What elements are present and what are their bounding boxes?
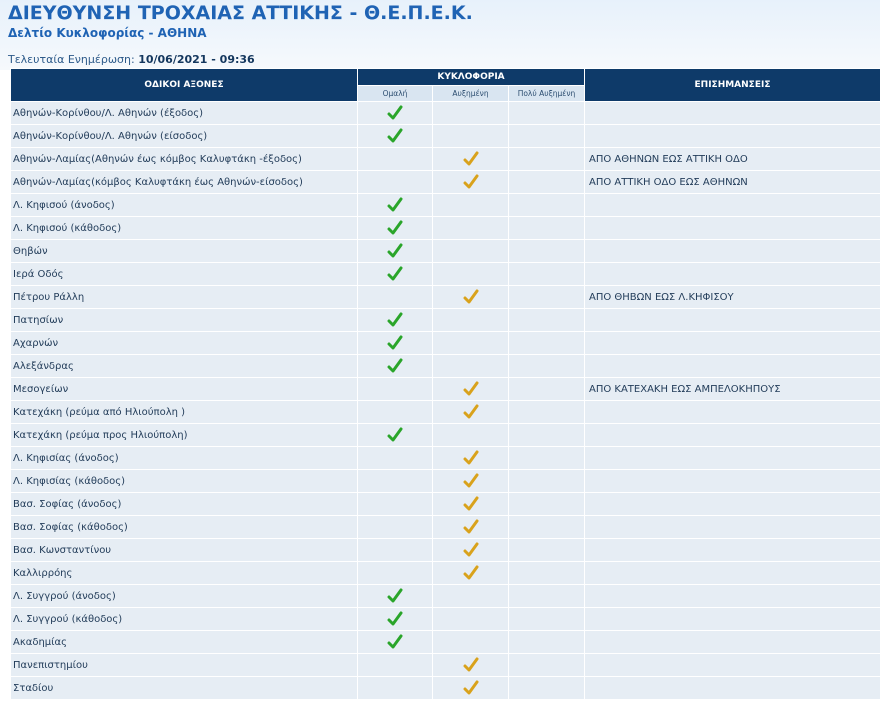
road-name: Βασ. Κωνσταντίνου — [11, 539, 358, 562]
traffic-level-cell — [509, 562, 585, 585]
traffic-level-cell — [433, 286, 509, 309]
check-icon — [463, 174, 479, 190]
check-icon — [387, 128, 403, 144]
remark — [585, 608, 880, 631]
check-icon — [463, 542, 479, 558]
traffic-level-cell — [433, 401, 509, 424]
remark — [585, 240, 880, 263]
road-name: Καλλιρρόης — [11, 562, 358, 585]
road-name: Ιερά Οδός — [11, 263, 358, 286]
traffic-level-cell — [509, 194, 585, 217]
check-icon — [387, 266, 403, 282]
table-row — [11, 631, 880, 654]
traffic-level-cell — [433, 355, 509, 378]
traffic-level-cell — [433, 539, 509, 562]
road-name: Ακαδημίας — [11, 631, 358, 654]
check-icon — [463, 496, 479, 512]
traffic-level-cell — [358, 309, 433, 332]
traffic-level-cell — [433, 240, 509, 263]
table-row — [11, 148, 880, 171]
traffic-level-cell — [509, 263, 585, 286]
traffic-level-cell — [358, 562, 433, 585]
traffic-level-cell — [433, 654, 509, 677]
remark — [585, 102, 880, 125]
traffic-level-cell — [433, 562, 509, 585]
traffic-level-cell — [433, 125, 509, 148]
traffic-level-cell — [358, 171, 433, 194]
traffic-level-cell — [358, 217, 433, 240]
remark: ΑΠΟ ΘΗΒΩΝ ΕΩΣ Λ.ΚΗΦΙΣΟΥ — [585, 286, 880, 309]
traffic-rows — [11, 102, 880, 700]
traffic-level-cell — [433, 493, 509, 516]
traffic-level-cell — [509, 516, 585, 539]
road-name: Αθηνών-Κορίνθου/Λ. Αθηνών (έξοδος) — [11, 102, 358, 125]
remark — [585, 332, 880, 355]
traffic-level-cell — [509, 631, 585, 654]
last-updated-value: 10/06/2021 - 09:36 — [138, 53, 255, 66]
road-name: Μεσογείων — [11, 378, 358, 401]
traffic-level-cell — [358, 516, 433, 539]
table-row — [11, 539, 880, 562]
road-name: Λ. Κηφισίας (άνοδος) — [11, 447, 358, 470]
table-row — [11, 585, 880, 608]
traffic-level-cell — [509, 171, 585, 194]
traffic-level-cell — [358, 424, 433, 447]
page-subtitle: Δελτίο Κυκλοφορίας - ΑΘΗΝΑ — [8, 26, 207, 40]
road-name: Πατησίων — [11, 309, 358, 332]
check-icon — [387, 611, 403, 627]
traffic-level-cell — [358, 631, 433, 654]
traffic-level-cell — [433, 263, 509, 286]
remark — [585, 677, 880, 700]
table-row — [11, 493, 880, 516]
traffic-level-cell — [433, 631, 509, 654]
remark — [585, 424, 880, 447]
table-row — [11, 355, 880, 378]
traffic-level-cell — [433, 148, 509, 171]
traffic-level-cell — [433, 217, 509, 240]
traffic-level-cell — [358, 539, 433, 562]
traffic-level-cell — [509, 102, 585, 125]
table-row — [11, 309, 880, 332]
traffic-level-cell — [433, 194, 509, 217]
traffic-level-cell — [509, 378, 585, 401]
traffic-level-cell — [358, 401, 433, 424]
road-name: Πέτρου Ράλλη — [11, 286, 358, 309]
check-icon — [463, 151, 479, 167]
table-row — [11, 608, 880, 631]
traffic-level-cell — [433, 585, 509, 608]
traffic-level-cell — [433, 447, 509, 470]
traffic-level-cell — [509, 286, 585, 309]
traffic-level-cell — [358, 585, 433, 608]
road-name: Πανεπιστημίου — [11, 654, 358, 677]
page-title: ΔΙΕΥΘΥΝΣΗ ΤΡΟΧΑΙΑΣ ΑΤΤΙΚΗΣ - Θ.Ε.Π.Ε.Κ. — [8, 2, 473, 24]
remark — [585, 355, 880, 378]
traffic-level-cell — [433, 378, 509, 401]
remark — [585, 654, 880, 677]
remark: ΑΠΟ ΑΘΗΝΩΝ ΕΩΣ ΑΤΤΙΚΗ ΟΔΟ — [585, 148, 880, 171]
table-row — [11, 194, 880, 217]
check-icon — [463, 289, 479, 305]
traffic-level-cell — [358, 493, 433, 516]
traffic-level-cell — [358, 102, 433, 125]
header-level-normal: Ομαλή — [358, 86, 433, 102]
traffic-level-cell — [358, 677, 433, 700]
road-name: Θηβών — [11, 240, 358, 263]
table-row — [11, 516, 880, 539]
road-name: Λ. Κηφισού (κάθοδος) — [11, 217, 358, 240]
check-icon — [463, 450, 479, 466]
road-name: Αθηνών-Λαμίας(Αθηνών έως κόμβος Καλυφτάκη -έξοδος) — [11, 148, 358, 171]
traffic-level-cell — [509, 309, 585, 332]
table-row — [11, 263, 880, 286]
traffic-level-cell — [358, 148, 433, 171]
table-row — [11, 470, 880, 493]
check-icon — [387, 197, 403, 213]
table-row — [11, 424, 880, 447]
table-row — [11, 286, 880, 309]
table-row — [11, 677, 880, 700]
check-icon — [387, 358, 403, 374]
traffic-level-cell — [358, 332, 433, 355]
table-row — [11, 217, 880, 240]
header-level-increased: Αυξημένη — [433, 86, 509, 102]
road-name: Λ. Συγγρού (άνοδος) — [11, 585, 358, 608]
remark — [585, 217, 880, 240]
traffic-level-cell — [433, 470, 509, 493]
table-row — [11, 171, 880, 194]
remark — [585, 562, 880, 585]
traffic-level-cell — [358, 286, 433, 309]
road-name: Κατεχάκη (ρεύμα προς Ηλιούπολη) — [11, 424, 358, 447]
traffic-level-cell — [509, 654, 585, 677]
table-row — [11, 401, 880, 424]
traffic-level-cell — [358, 263, 433, 286]
traffic-level-cell — [509, 355, 585, 378]
traffic-level-cell — [509, 240, 585, 263]
traffic-level-cell — [509, 148, 585, 171]
remark — [585, 585, 880, 608]
table-row — [11, 240, 880, 263]
check-icon — [387, 634, 403, 650]
traffic-level-cell — [509, 677, 585, 700]
check-icon — [463, 657, 479, 673]
check-icon — [387, 312, 403, 328]
header-traffic: ΚΥΚΛΟΦΟΡΙΑ — [358, 69, 585, 86]
road-name: Αλεξάνδρας — [11, 355, 358, 378]
check-icon — [387, 220, 403, 236]
remark — [585, 516, 880, 539]
remark — [585, 631, 880, 654]
road-name: Αθηνών-Κορίνθου/Λ. Αθηνών (είσοδος) — [11, 125, 358, 148]
traffic-level-cell — [433, 171, 509, 194]
traffic-level-cell — [509, 585, 585, 608]
last-updated-label: Τελευταία Ενημέρωση: — [8, 53, 135, 66]
traffic-level-cell — [433, 102, 509, 125]
traffic-level-cell — [433, 677, 509, 700]
road-name: Αχαρνών — [11, 332, 358, 355]
table-row — [11, 102, 880, 125]
traffic-level-cell — [358, 125, 433, 148]
remark — [585, 263, 880, 286]
last-updated — [8, 53, 255, 66]
traffic-level-cell — [509, 424, 585, 447]
check-icon — [463, 381, 479, 397]
check-icon — [463, 680, 479, 696]
remark: ΑΠΟ ΑΤΤΙΚΗ ΟΔΟ ΕΩΣ ΑΘΗΝΩΝ — [585, 171, 880, 194]
traffic-table — [10, 68, 880, 700]
traffic-level-cell — [433, 516, 509, 539]
remark — [585, 401, 880, 424]
traffic-level-cell — [509, 401, 585, 424]
road-name: Λ. Κηφισίας (κάθοδος) — [11, 470, 358, 493]
table-row — [11, 562, 880, 585]
remark — [585, 539, 880, 562]
check-icon — [463, 473, 479, 489]
traffic-level-cell — [509, 332, 585, 355]
check-icon — [387, 105, 403, 121]
road-name: Λ. Κηφισού (άνοδος) — [11, 194, 358, 217]
remark — [585, 493, 880, 516]
remark — [585, 470, 880, 493]
traffic-level-cell — [358, 447, 433, 470]
remark — [585, 447, 880, 470]
traffic-level-cell — [358, 240, 433, 263]
traffic-level-cell — [433, 309, 509, 332]
road-name: Κατεχάκη (ρεύμα από Ηλιούπολη ) — [11, 401, 358, 424]
header-level-very-increased: Πολύ Αυξημένη — [509, 86, 585, 102]
header-remarks: ΕΠΙΣΗΜΑΝΣΕΙΣ — [585, 69, 880, 102]
traffic-level-cell — [509, 608, 585, 631]
road-name: Σταδίου — [11, 677, 358, 700]
road-name: Αθηνών-Λαμίας(κόμβος Καλυφτάκη έως Αθηνών-είσοδος) — [11, 171, 358, 194]
traffic-level-cell — [358, 608, 433, 631]
table-row — [11, 447, 880, 470]
traffic-level-cell — [509, 125, 585, 148]
traffic-level-cell — [509, 447, 585, 470]
remark: ΑΠΟ ΚΑΤΕΧΑΚΗ ΕΩΣ ΑΜΠΕΛΟΚΗΠΟΥΣ — [585, 378, 880, 401]
check-icon — [463, 565, 479, 581]
traffic-level-cell — [358, 470, 433, 493]
traffic-level-cell — [509, 493, 585, 516]
check-icon — [463, 519, 479, 535]
traffic-level-cell — [509, 470, 585, 493]
traffic-level-cell — [433, 424, 509, 447]
traffic-level-cell — [433, 332, 509, 355]
traffic-level-cell — [358, 378, 433, 401]
remark — [585, 194, 880, 217]
traffic-level-cell — [433, 608, 509, 631]
road-name: Βασ. Σοφίας (κάθοδος) — [11, 516, 358, 539]
check-icon — [387, 588, 403, 604]
remark — [585, 125, 880, 148]
table-row — [11, 654, 880, 677]
traffic-level-cell — [509, 539, 585, 562]
check-icon — [387, 427, 403, 443]
traffic-level-cell — [358, 654, 433, 677]
header-roads: ΟΔΙΚΟΙ ΑΞΟΝΕΣ — [11, 69, 358, 102]
table-row — [11, 332, 880, 355]
traffic-level-cell — [509, 217, 585, 240]
road-name: Λ. Συγγρού (κάθοδος) — [11, 608, 358, 631]
check-icon — [387, 243, 403, 259]
table-row — [11, 125, 880, 148]
road-name: Βασ. Σοφίας (άνοδος) — [11, 493, 358, 516]
traffic-level-cell — [358, 355, 433, 378]
check-icon — [463, 404, 479, 420]
remark — [585, 309, 880, 332]
traffic-level-cell — [358, 194, 433, 217]
table-row — [11, 378, 880, 401]
check-icon — [387, 335, 403, 351]
